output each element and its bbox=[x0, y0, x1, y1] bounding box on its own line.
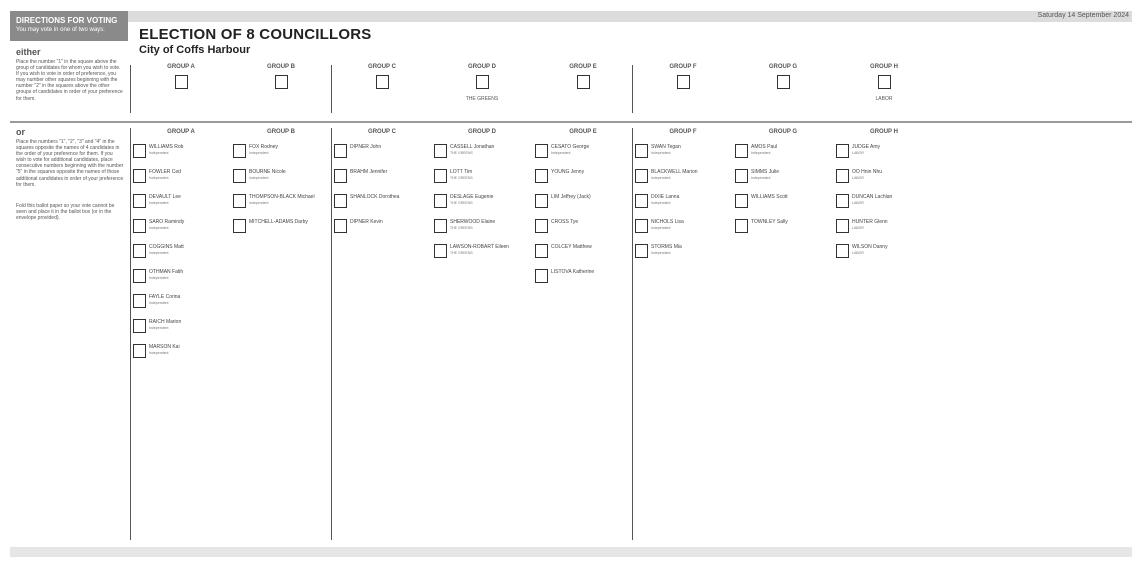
candidate-name: BRAHM Jennifer bbox=[350, 169, 388, 175]
candidate-row bbox=[836, 219, 932, 237]
group-label-above: GROUP D bbox=[468, 64, 496, 70]
candidate-affiliation: Independent bbox=[149, 176, 169, 180]
group-vote-box[interactable] bbox=[476, 75, 489, 89]
candidate-vote-box[interactable] bbox=[635, 169, 648, 183]
top-bar bbox=[10, 11, 1132, 22]
candidate-vote-box[interactable] bbox=[133, 144, 146, 158]
candidate-row bbox=[133, 269, 229, 287]
candidate-name: LAWSON-ROBART Eileen bbox=[450, 244, 510, 250]
candidate-name: FAYLE Corina bbox=[149, 294, 181, 300]
candidate-affiliation: Independent bbox=[149, 351, 169, 355]
candidate-vote-box[interactable] bbox=[434, 169, 447, 183]
candidate-row bbox=[434, 219, 530, 237]
candidate-affiliation: Independent bbox=[149, 151, 169, 155]
candidate-name: THOMPSON-BLACK Michael bbox=[249, 194, 315, 200]
candidate-name: JUDGE Amy bbox=[852, 144, 881, 150]
candidate-vote-box[interactable] bbox=[735, 194, 748, 208]
candidate-vote-box[interactable] bbox=[133, 169, 146, 183]
candidate-name: COGGINS Matt bbox=[149, 244, 184, 250]
candidate-name: COLCEY Matthew bbox=[551, 244, 592, 250]
group-label-below: GROUP E bbox=[569, 129, 597, 135]
candidate-vote-box[interactable] bbox=[334, 144, 347, 158]
candidate-name: FOWLER Ced bbox=[149, 169, 181, 175]
candidate-row bbox=[836, 144, 932, 162]
candidate-affiliation: Independent bbox=[249, 201, 269, 205]
group-vote-box[interactable] bbox=[777, 75, 790, 89]
election-date: Saturday 14 September 2024 bbox=[1037, 12, 1129, 19]
group-label-above: GROUP E bbox=[569, 64, 597, 70]
candidate-name: SHANLOCK Dorothea bbox=[350, 194, 400, 200]
candidate-vote-box[interactable] bbox=[434, 244, 447, 258]
candidate-vote-box[interactable] bbox=[735, 144, 748, 158]
candidate-vote-box[interactable] bbox=[233, 169, 246, 183]
candidate-row bbox=[836, 194, 932, 212]
candidate-row bbox=[233, 219, 329, 237]
candidate-vote-box[interactable] bbox=[233, 219, 246, 233]
candidate-vote-box[interactable] bbox=[133, 269, 146, 283]
candidate-vote-box[interactable] bbox=[434, 144, 447, 158]
directions-title: DIRECTIONS FOR VOTING bbox=[16, 16, 118, 25]
candidate-vote-box[interactable] bbox=[233, 194, 246, 208]
candidate-affiliation: Independent bbox=[249, 176, 269, 180]
candidate-name: RAICH Marion bbox=[149, 319, 182, 325]
candidate-row bbox=[535, 169, 631, 187]
candidate-vote-box[interactable] bbox=[133, 294, 146, 308]
candidate-row bbox=[535, 244, 631, 262]
candidate-name: SARO Ramindy bbox=[149, 219, 185, 225]
candidate-affiliation: Independent bbox=[651, 226, 671, 230]
candidate-row bbox=[133, 344, 229, 362]
candidate-name: SWAN Tegan bbox=[651, 144, 681, 150]
divider bbox=[331, 128, 332, 540]
candidate-affiliation: Independent bbox=[149, 251, 169, 255]
candidate-row bbox=[535, 269, 631, 287]
candidate-vote-box[interactable] bbox=[535, 194, 548, 208]
candidate-vote-box[interactable] bbox=[535, 244, 548, 258]
divider bbox=[632, 65, 633, 113]
candidate-row bbox=[334, 219, 430, 237]
candidate-vote-box[interactable] bbox=[635, 194, 648, 208]
candidate-vote-box[interactable] bbox=[133, 219, 146, 233]
group-label-above: GROUP C bbox=[368, 64, 396, 70]
candidate-vote-box[interactable] bbox=[836, 144, 849, 158]
candidate-row bbox=[133, 169, 229, 187]
candidate-name: BOURNE Nicole bbox=[249, 169, 286, 175]
candidate-row bbox=[133, 144, 229, 162]
group-vote-box[interactable] bbox=[376, 75, 389, 89]
candidate-vote-box[interactable] bbox=[434, 194, 447, 208]
group-label-above: GROUP G bbox=[768, 64, 798, 70]
candidate-affiliation: THE GREENS bbox=[450, 176, 473, 180]
candidate-vote-box[interactable] bbox=[635, 219, 648, 233]
either-instructions: Place the number "1" in the square above the group of candidates for whom you wish to vote. If you wish to vote in order of preference, you may number other squares beginning with the number "2" in the squares above the other groups of candidates in order of your preference for them. bbox=[16, 59, 123, 102]
candidate-name: LOTT Tim bbox=[450, 169, 473, 175]
bottom-bar bbox=[10, 547, 1132, 557]
candidate-vote-box[interactable] bbox=[635, 244, 648, 258]
candidate-name: OO Hnin Nhu bbox=[852, 169, 883, 175]
candidate-name: WILSON Danny bbox=[852, 244, 888, 250]
candidate-name: BLACKWELL Marion bbox=[651, 169, 698, 175]
candidate-name: DIPNER John bbox=[350, 144, 382, 150]
candidate-affiliation: THE GREENS bbox=[450, 201, 473, 205]
candidate-name: AMOS Paul bbox=[751, 144, 778, 150]
candidate-affiliation: Independent bbox=[149, 326, 169, 330]
candidate-name: LISTOVA Katherine bbox=[551, 269, 595, 275]
candidate-row bbox=[434, 194, 530, 212]
candidate-affiliation: Independent bbox=[651, 251, 671, 255]
candidate-affiliation: Independent bbox=[149, 276, 169, 280]
candidate-name: HUNTER Glenn bbox=[852, 219, 888, 225]
candidate-row bbox=[635, 219, 731, 237]
candidate-affiliation: LABOR bbox=[852, 151, 864, 155]
candidate-name: SIMMS Julie bbox=[751, 169, 780, 175]
directions-subtitle: You may vote in one of two ways: bbox=[16, 27, 105, 33]
candidate-vote-box[interactable] bbox=[334, 194, 347, 208]
group-vote-box[interactable] bbox=[175, 75, 188, 89]
candidate-name: STORMS Mia bbox=[651, 244, 682, 250]
candidate-row bbox=[635, 144, 731, 162]
ballot-line bbox=[10, 121, 1132, 123]
candidate-name: WILLIAMS Scott bbox=[751, 194, 788, 200]
ballot-title: ELECTION OF 8 COUNCILLORS bbox=[139, 26, 372, 43]
or-heading: or bbox=[16, 127, 25, 137]
candidate-name: WILLIAMS Rob bbox=[149, 144, 184, 150]
candidate-row bbox=[133, 244, 229, 262]
candidate-name: SHERWOOD Elaine bbox=[450, 219, 496, 225]
divider bbox=[331, 65, 332, 113]
candidate-vote-box[interactable] bbox=[133, 319, 146, 333]
candidate-row bbox=[334, 144, 430, 162]
candidate-affiliation: Independent bbox=[249, 151, 269, 155]
candidate-affiliation: Independent bbox=[651, 176, 671, 180]
either-heading: either bbox=[16, 47, 41, 57]
candidate-row bbox=[535, 194, 631, 212]
group-label-below: GROUP H bbox=[870, 129, 898, 135]
candidate-affiliation: Independent bbox=[149, 301, 169, 305]
group-vote-box[interactable] bbox=[275, 75, 288, 89]
candidate-affiliation: Independent bbox=[651, 201, 671, 205]
group-vote-box[interactable] bbox=[577, 75, 590, 89]
candidate-affiliation: THE GREENS bbox=[450, 251, 473, 255]
candidate-vote-box[interactable] bbox=[334, 219, 347, 233]
or-instructions: Place the numbers "1", "2", "3" and "4" in the squares opposite the names of 4 candidates in the order of your preference for them. If you wish to vote for additional candidates, place consecutive numbers beginning with the number "5" in the squares opposite the names of those additional candidates in order of your preference for them. bbox=[16, 139, 124, 188]
candidate-row bbox=[836, 169, 932, 187]
fold-instructions: Fold this ballot paper so your vote cannot be seen and place it in the ballot box (or in the envelope provided). bbox=[16, 203, 115, 222]
candidate-name: DEVAULT Lee bbox=[149, 194, 181, 200]
candidate-name: OTHMAN Fatih bbox=[149, 269, 184, 275]
divider bbox=[130, 128, 131, 540]
candidate-row bbox=[735, 194, 831, 212]
candidate-name: MARSON Kai bbox=[149, 344, 180, 350]
directions-box bbox=[10, 11, 128, 41]
divider bbox=[130, 65, 131, 113]
candidate-name: FOX Rodney bbox=[249, 144, 278, 150]
candidate-vote-box[interactable] bbox=[836, 219, 849, 233]
group-label-below: GROUP D bbox=[468, 129, 496, 135]
group-party-name: LABOR bbox=[875, 96, 893, 102]
divider bbox=[632, 128, 633, 540]
candidate-row bbox=[836, 244, 932, 262]
candidate-vote-box[interactable] bbox=[133, 194, 146, 208]
candidate-row bbox=[635, 244, 731, 262]
candidate-affiliation: Independent bbox=[751, 176, 771, 180]
candidate-vote-box[interactable] bbox=[535, 219, 548, 233]
candidate-affiliation: LABOR bbox=[852, 176, 864, 180]
candidate-vote-box[interactable] bbox=[434, 219, 447, 233]
candidate-vote-box[interactable] bbox=[836, 194, 849, 208]
candidate-affiliation: LABOR bbox=[852, 226, 864, 230]
candidate-affiliation: LABOR bbox=[852, 251, 864, 255]
candidate-name: NICHOLS Lisa bbox=[651, 219, 684, 225]
candidate-vote-box[interactable] bbox=[133, 344, 146, 358]
group-label-below: GROUP G bbox=[768, 129, 798, 135]
candidate-name: MITCHELL-ADAMS Darby bbox=[249, 219, 308, 225]
candidate-affiliation: THE GREENS bbox=[450, 151, 473, 155]
candidate-row bbox=[133, 194, 229, 212]
group-party-name: THE GREENS bbox=[465, 96, 499, 102]
candidate-name: DUNCAN Lachlan bbox=[852, 194, 893, 200]
candidate-affiliation: Independent bbox=[551, 151, 571, 155]
candidate-vote-box[interactable] bbox=[233, 144, 246, 158]
candidate-row bbox=[233, 144, 329, 162]
group-label-below: GROUP B bbox=[267, 129, 295, 135]
candidate-vote-box[interactable] bbox=[635, 144, 648, 158]
candidate-row bbox=[735, 169, 831, 187]
candidate-row bbox=[635, 194, 731, 212]
candidate-row bbox=[233, 169, 329, 187]
candidate-vote-box[interactable] bbox=[334, 169, 347, 183]
candidate-affiliation: THE GREENS bbox=[450, 226, 473, 230]
ballot-subtitle: City of Coffs Harbour bbox=[139, 44, 251, 56]
candidate-name: DESLAGE Eugenie bbox=[450, 194, 494, 200]
candidate-row bbox=[233, 194, 329, 212]
candidate-row bbox=[735, 219, 831, 237]
group-vote-box[interactable] bbox=[878, 75, 891, 89]
candidate-affiliation: Independent bbox=[651, 151, 671, 155]
candidate-vote-box[interactable] bbox=[735, 219, 748, 233]
candidate-name: CROSS Tye bbox=[551, 219, 579, 225]
candidate-name: LIM Jeffrey (Jack) bbox=[551, 194, 591, 200]
group-label-above: GROUP B bbox=[267, 64, 295, 70]
candidate-row bbox=[535, 144, 631, 162]
candidate-row bbox=[133, 294, 229, 312]
candidate-affiliation: Independent bbox=[149, 226, 169, 230]
group-label-below: GROUP A bbox=[167, 129, 195, 135]
group-label-above: GROUP H bbox=[870, 64, 898, 70]
candidate-row bbox=[133, 319, 229, 337]
candidate-name: DIPNER Kevin bbox=[350, 219, 383, 225]
candidate-vote-box[interactable] bbox=[133, 244, 146, 258]
candidate-vote-box[interactable] bbox=[535, 169, 548, 183]
candidate-vote-box[interactable] bbox=[535, 269, 548, 283]
candidate-row bbox=[334, 169, 430, 187]
group-label-below: GROUP C bbox=[368, 129, 396, 135]
group-label-below: GROUP F bbox=[669, 129, 697, 135]
candidate-vote-box[interactable] bbox=[836, 244, 849, 258]
candidate-name: DIXIE Lanna bbox=[651, 194, 680, 200]
group-vote-box[interactable] bbox=[677, 75, 690, 89]
candidate-row bbox=[434, 169, 530, 187]
candidate-row bbox=[635, 169, 731, 187]
candidate-row bbox=[133, 219, 229, 237]
group-label-above: GROUP A bbox=[167, 64, 195, 70]
candidate-row bbox=[334, 194, 430, 212]
candidate-affiliation: LABOR bbox=[852, 201, 864, 205]
candidate-name: TOWNLEY Sally bbox=[751, 219, 788, 225]
candidate-vote-box[interactable] bbox=[836, 169, 849, 183]
candidate-vote-box[interactable] bbox=[535, 144, 548, 158]
candidate-name: CASSELL Jonathan bbox=[450, 144, 495, 150]
candidate-vote-box[interactable] bbox=[735, 169, 748, 183]
group-label-above: GROUP F bbox=[669, 64, 697, 70]
candidate-row bbox=[434, 144, 530, 162]
candidate-affiliation: Independent bbox=[751, 151, 771, 155]
candidate-affiliation: Independent bbox=[149, 201, 169, 205]
candidate-row bbox=[735, 144, 831, 162]
candidate-row bbox=[535, 219, 631, 237]
candidate-name: YOUNG Jenny bbox=[551, 169, 585, 175]
candidate-name: CESATO George bbox=[551, 144, 590, 150]
candidate-row bbox=[434, 244, 530, 262]
